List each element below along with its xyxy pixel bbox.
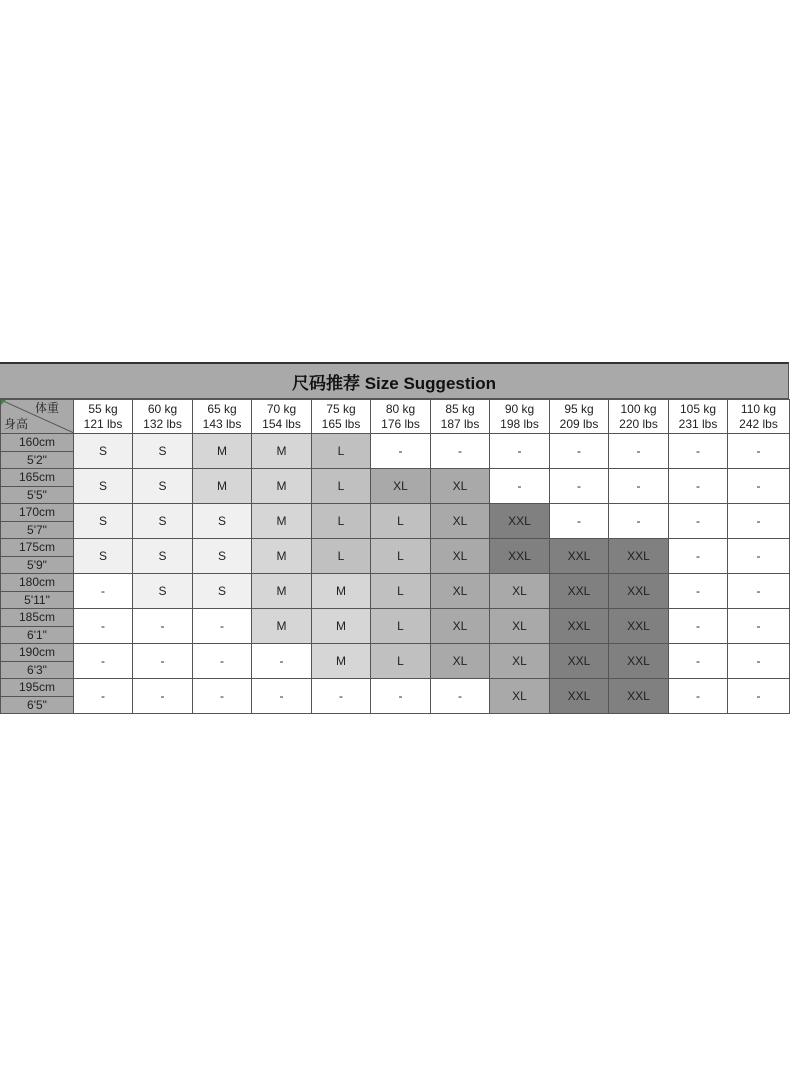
size-cell: XXL — [550, 539, 609, 574]
size-cell: - — [252, 679, 312, 714]
height-cm: 160cm — [1, 434, 73, 452]
height-ft: 5'5" — [27, 488, 47, 502]
size-cell: M — [193, 469, 252, 504]
size-cell: L — [312, 504, 371, 539]
size-cell: - — [133, 679, 193, 714]
size-cell: - — [431, 434, 490, 469]
size-cell: M — [193, 434, 252, 469]
size-cell: L — [312, 469, 371, 504]
size-cell: - — [669, 574, 728, 609]
size-cell: S — [133, 574, 193, 609]
size-cell: XXL — [550, 679, 609, 714]
size-cell: - — [609, 504, 669, 539]
size-cell: - — [74, 609, 133, 644]
height-header — [1, 504, 74, 539]
size-cell: XL — [431, 469, 490, 504]
weight-header — [669, 400, 728, 434]
size-cell: S — [74, 469, 133, 504]
weight-lbs: 209 lbs — [559, 416, 599, 431]
height-header — [1, 644, 74, 679]
size-cell: L — [371, 609, 431, 644]
size-cell: S — [74, 539, 133, 574]
weight-lbs: 242 lbs — [739, 416, 778, 431]
height-ft: 5'2" — [27, 453, 47, 467]
size-cell: M — [252, 469, 312, 504]
size-cell: - — [728, 609, 790, 644]
size-cell: XL — [490, 679, 550, 714]
size-cell: XXL — [609, 679, 669, 714]
size-cell: - — [728, 469, 790, 504]
size-cell: - — [193, 679, 252, 714]
size-cell: M — [252, 504, 312, 539]
weight-kg: 95 kg — [564, 401, 594, 416]
weight-header — [133, 400, 193, 434]
height-header — [1, 434, 74, 469]
size-cell: XXL — [609, 539, 669, 574]
size-cell: S — [193, 539, 252, 574]
size-cell: - — [669, 679, 728, 714]
height-cm: 185cm — [1, 609, 73, 627]
table-row — [1, 469, 790, 504]
height-cm: 165cm — [1, 469, 73, 487]
size-cell: S — [74, 434, 133, 469]
height-cm: 175cm — [1, 539, 73, 557]
weight-header — [728, 400, 790, 434]
corner-header — [1, 400, 74, 434]
size-cell: M — [312, 644, 371, 679]
size-cell: XXL — [550, 574, 609, 609]
size-cell: - — [669, 434, 728, 469]
height-header — [1, 679, 74, 714]
weight-kg: 110 kg — [740, 401, 777, 416]
size-cell: M — [312, 574, 371, 609]
weight-kg: 85 kg — [445, 401, 475, 416]
size-cell: XXL — [609, 609, 669, 644]
size-cell: XXL — [490, 504, 550, 539]
weight-header — [371, 400, 431, 434]
size-cell: - — [728, 644, 790, 679]
height-cm: 195cm — [1, 679, 73, 697]
weight-header — [312, 400, 371, 434]
size-cell: - — [728, 504, 790, 539]
size-cell: XL — [490, 574, 550, 609]
size-cell: - — [728, 679, 790, 714]
size-cell: XL — [371, 469, 431, 504]
height-ft: 5'11" — [24, 593, 50, 607]
weight-kg: 60 kg — [147, 401, 178, 416]
size-cell: - — [669, 644, 728, 679]
height-ft: 6'3" — [27, 663, 47, 677]
size-cell: - — [371, 434, 431, 469]
size-cell: XL — [431, 504, 490, 539]
weight-header — [74, 400, 133, 434]
size-cell: S — [193, 574, 252, 609]
size-cell: - — [728, 539, 790, 574]
weight-header — [609, 400, 669, 434]
size-cell: S — [133, 434, 193, 469]
size-cell: - — [728, 434, 790, 469]
size-cell: L — [312, 539, 371, 574]
size-cell: - — [74, 679, 133, 714]
size-cell: - — [431, 679, 490, 714]
weight-lbs: 231 lbs — [678, 416, 718, 431]
size-cell: M — [252, 609, 312, 644]
height-header — [1, 574, 74, 609]
weight-header — [193, 400, 252, 434]
table-row — [1, 539, 790, 574]
size-cell: - — [312, 679, 371, 714]
weight-kg: 65 kg — [207, 401, 237, 416]
height-ft: 6'1" — [27, 628, 47, 642]
size-cell: XL — [431, 609, 490, 644]
size-cell: M — [252, 574, 312, 609]
weight-lbs: 198 lbs — [500, 416, 539, 431]
size-table — [0, 399, 790, 714]
table-row — [1, 609, 790, 644]
size-cell: XL — [490, 609, 550, 644]
size-cell: XL — [431, 539, 490, 574]
table-row — [1, 504, 790, 539]
height-cm: 180cm — [1, 574, 73, 592]
size-cell: XXL — [609, 574, 669, 609]
size-cell: XL — [431, 644, 490, 679]
size-cell: - — [550, 469, 609, 504]
height-ft: 5'9" — [27, 558, 47, 572]
size-cell: XXL — [609, 644, 669, 679]
weight-lbs: 143 lbs — [202, 416, 242, 431]
size-cell: - — [74, 644, 133, 679]
size-cell: - — [133, 609, 193, 644]
size-cell: - — [133, 644, 193, 679]
height-header — [1, 539, 74, 574]
height-cm: 190cm — [1, 644, 73, 662]
table-row — [1, 574, 790, 609]
size-cell: XL — [431, 574, 490, 609]
size-cell: - — [669, 469, 728, 504]
size-cell: - — [74, 574, 133, 609]
height-ft: 5'7" — [27, 523, 47, 537]
height-cm: 170cm — [1, 504, 73, 522]
size-cell: S — [133, 539, 193, 574]
size-cell: - — [550, 504, 609, 539]
weight-lbs: 121 lbs — [83, 416, 123, 431]
size-cell: - — [609, 434, 669, 469]
size-cell: L — [371, 539, 431, 574]
size-suggestion-chart — [0, 362, 789, 710]
size-cell: XL — [490, 644, 550, 679]
weight-header — [550, 400, 609, 434]
size-cell: - — [609, 469, 669, 504]
table-row — [1, 644, 790, 679]
size-cell: L — [312, 434, 371, 469]
size-cell: XXL — [550, 644, 609, 679]
height-ft: 6'5" — [27, 698, 47, 712]
size-cell: - — [252, 644, 312, 679]
size-cell: - — [669, 539, 728, 574]
size-cell: S — [193, 504, 252, 539]
weight-header — [252, 400, 312, 434]
size-cell: M — [312, 609, 371, 644]
corner-marker — [1, 400, 6, 405]
weight-axis-label: 体重 — [34, 401, 59, 415]
weight-lbs: 165 lbs — [321, 416, 361, 431]
weight-kg: 80 kg — [385, 401, 416, 416]
size-cell: S — [74, 504, 133, 539]
size-cell: - — [669, 504, 728, 539]
size-cell: L — [371, 504, 431, 539]
height-axis-label: 身高 — [4, 417, 29, 431]
weight-lbs: 187 lbs — [440, 416, 480, 431]
weight-lbs: 220 lbs — [619, 416, 658, 431]
weight-kg: 105 kg — [679, 401, 717, 416]
size-cell: - — [193, 644, 252, 679]
size-cell: - — [550, 434, 609, 469]
size-cell: M — [252, 539, 312, 574]
weight-kg: 75 kg — [326, 401, 356, 416]
size-cell: - — [669, 609, 728, 644]
size-cell: S — [133, 469, 193, 504]
size-cell: S — [133, 504, 193, 539]
size-cell: - — [371, 679, 431, 714]
table-row — [1, 434, 790, 469]
size-cell: XXL — [490, 539, 550, 574]
size-cell: - — [728, 574, 790, 609]
size-cell: M — [252, 434, 312, 469]
height-header — [1, 469, 74, 504]
chart-title: 尺码推荐 Size Suggestion — [0, 362, 789, 399]
weight-lbs: 132 lbs — [143, 416, 182, 431]
weight-kg: 55 kg — [88, 401, 118, 416]
weight-kg: 90 kg — [504, 401, 535, 416]
weight-lbs: 176 lbs — [381, 416, 420, 431]
weight-header — [431, 400, 490, 434]
weight-header — [490, 400, 550, 434]
weight-kg: 70 kg — [266, 401, 297, 416]
size-cell: L — [371, 644, 431, 679]
weight-kg: 100 kg — [620, 401, 657, 416]
size-cell: XXL — [550, 609, 609, 644]
weight-lbs: 154 lbs — [262, 416, 301, 431]
size-cell: L — [371, 574, 431, 609]
table-row — [1, 679, 790, 714]
size-cell: - — [490, 434, 550, 469]
height-header — [1, 609, 74, 644]
size-cell: - — [490, 469, 550, 504]
size-cell: - — [193, 609, 252, 644]
